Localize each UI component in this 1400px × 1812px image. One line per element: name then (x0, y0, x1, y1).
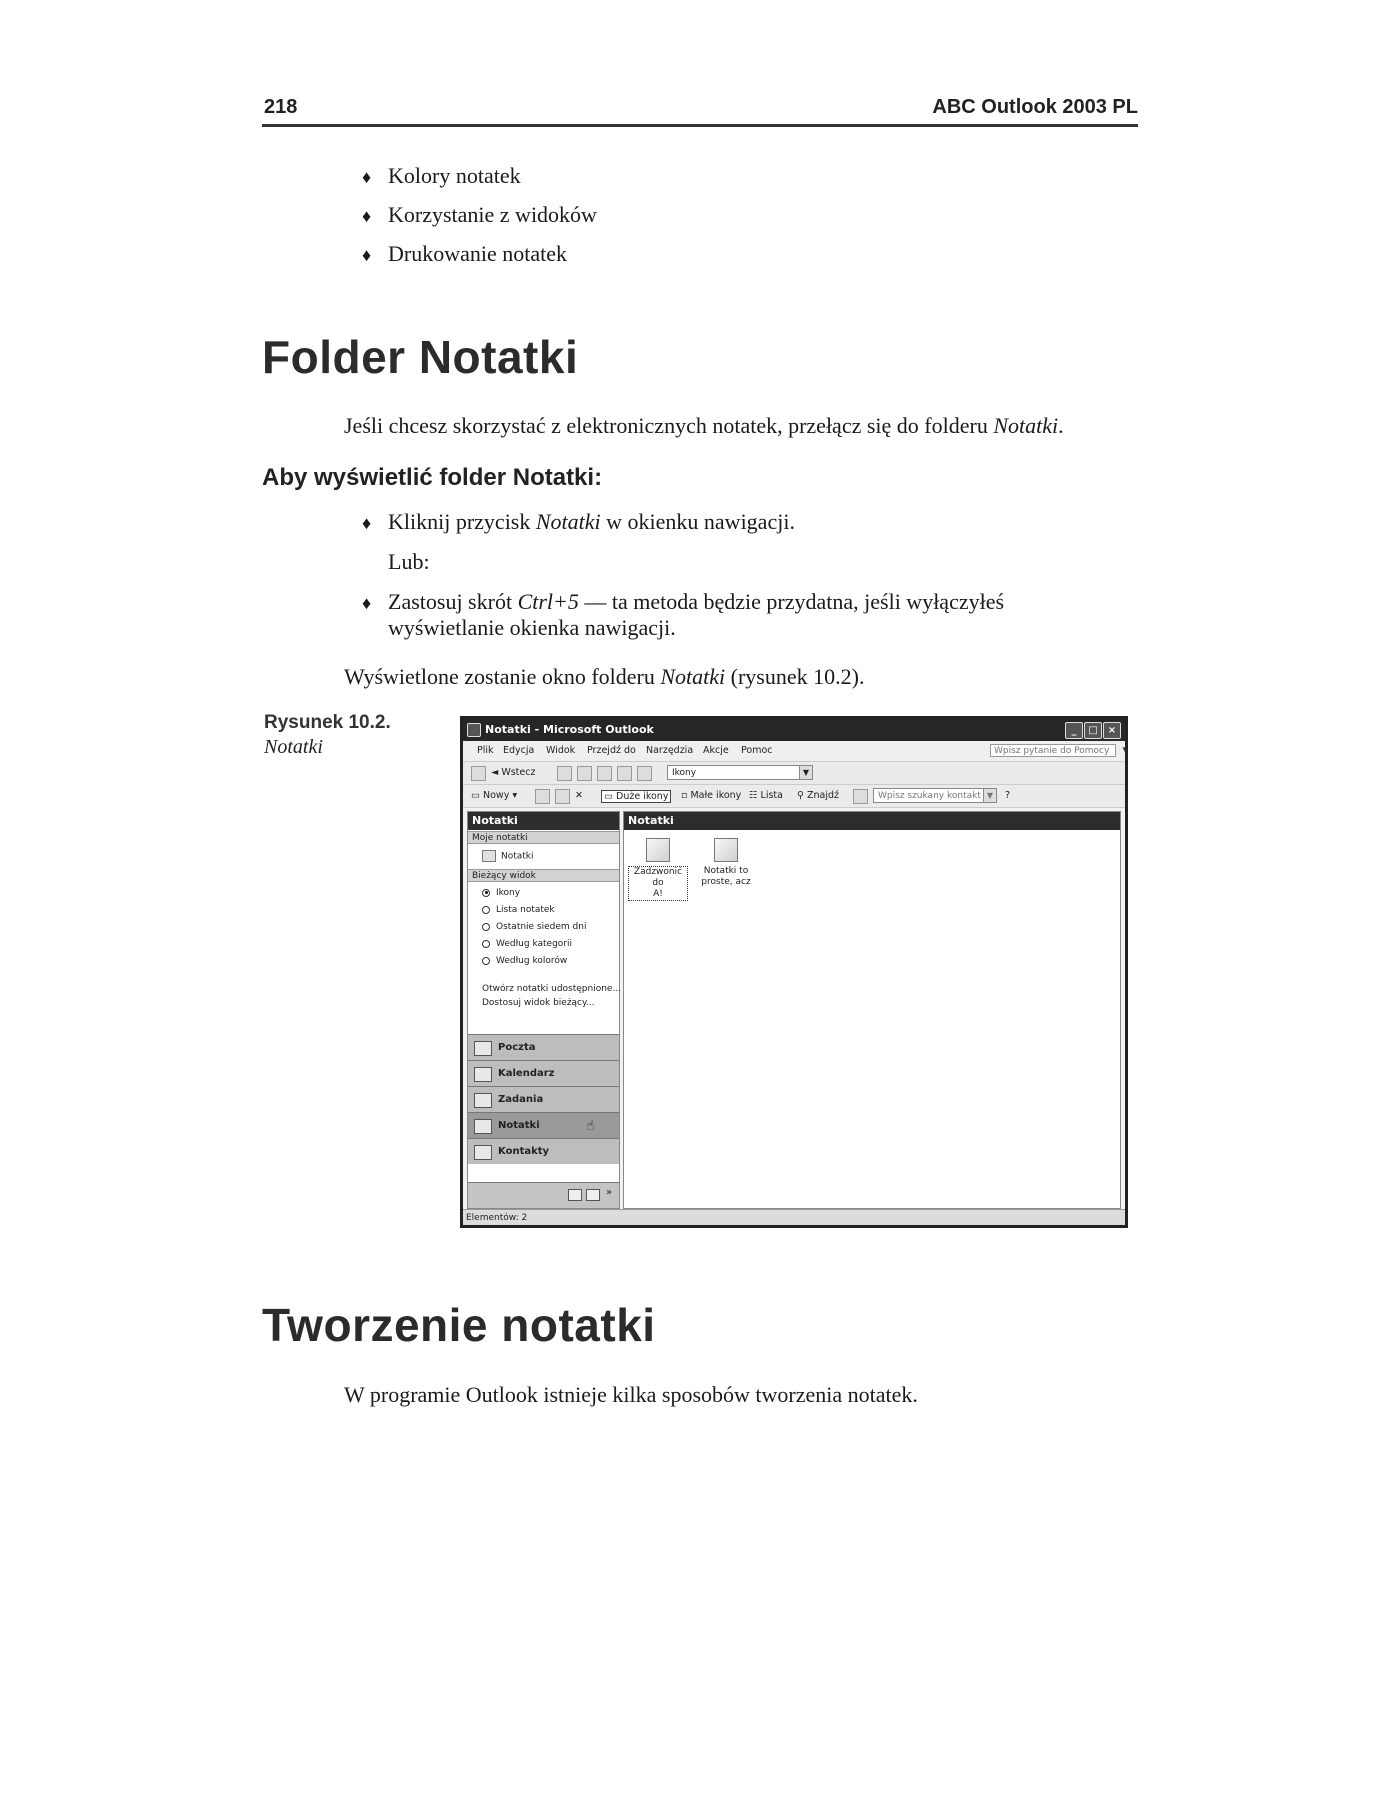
find-button[interactable]: ⚲ Znajdź (797, 790, 839, 801)
diamond-bullet-icon: ♦ (362, 206, 372, 226)
nav-button-zadania[interactable]: Zadania (468, 1086, 619, 1112)
shortcuts-icon[interactable] (586, 1189, 600, 1201)
menu-edycja[interactable]: Edycja (503, 745, 535, 756)
radio-icon (482, 940, 490, 948)
section-heading-folder-notatki: Folder Notatki (262, 331, 579, 383)
notes-content-pane (623, 811, 1121, 1209)
undo-icon[interactable] (637, 766, 652, 781)
tasks-icon (474, 1093, 492, 1108)
view-radio-ostatnie-siedem-dni[interactable]: Ostatnie siedem dni (482, 922, 586, 932)
menu-bar (463, 741, 1125, 762)
step-bullet-2-continuation: wyświetlanie okienka nawigacji. (388, 615, 676, 640)
note-icon (646, 838, 670, 862)
delete-icon[interactable]: ✕ (575, 790, 583, 801)
diamond-bullet-icon: ♦ (362, 245, 372, 265)
section1-intro: Jeśli chcesz skorzystać z elektronicznych notatek, przełącz się do folderu Notatki. (344, 413, 1064, 438)
radio-icon (482, 957, 490, 965)
note-folder-icon (482, 850, 496, 862)
view-radio-lista-notatek[interactable]: Lista notatek (482, 905, 555, 915)
small-icons-button[interactable]: ▫ Małe ikony (681, 790, 742, 801)
status-bar: Elementów: 2 (463, 1209, 1125, 1225)
move-icon[interactable] (555, 789, 570, 804)
menu-pomoc[interactable]: Pomoc (741, 745, 773, 756)
outlook-app-icon (467, 723, 481, 737)
up-folder-icon[interactable] (577, 766, 592, 781)
view-radio-ikony[interactable]: Ikony (482, 888, 520, 898)
section2-body: W programie Outlook istnieje kilka sposobów tworzenia notatek. (344, 1382, 918, 1407)
list-button[interactable]: ☷ Lista (749, 790, 783, 801)
note-item[interactable]: Notatki to proste, acz (696, 838, 756, 888)
diamond-bullet-icon: ♦ (362, 167, 372, 187)
chevron-down-icon: ▼ (799, 766, 812, 779)
note-item[interactable]: Zadzwonić do A! (628, 838, 688, 901)
content-header: Notatki (624, 812, 1120, 830)
menu-widok[interactable]: Widok (546, 745, 576, 756)
hand-cursor-icon: ☝ (586, 1118, 595, 1134)
print-icon[interactable] (535, 789, 550, 804)
subheading-display-folder: Aby wyświetlić folder Notatki: (262, 464, 603, 491)
open-shared-notes-link[interactable]: Otwórz notatki udostępnione... (482, 984, 622, 994)
radio-selected-icon (482, 889, 490, 897)
figure-caption: Notatki (264, 736, 323, 758)
intro-bullet-2: ♦ Korzystanie z widoków (362, 202, 597, 227)
chevron-down-icon: ▼ (983, 789, 996, 802)
calendar-icon (474, 1067, 492, 1082)
close-icon[interactable]: × (1103, 722, 1121, 739)
new-button[interactable]: ▭ Nowy ▾ (471, 790, 518, 801)
window-title: Notatki - Microsoft Outlook (485, 723, 654, 736)
forward-icon[interactable] (557, 766, 572, 781)
my-notes-folder-item[interactable]: Notatki (482, 850, 534, 862)
nav-pane-bottom-bar (468, 1182, 619, 1208)
maximize-icon[interactable]: □ (1084, 722, 1102, 739)
step-bullet-1: ♦ Kliknij przycisk Notatki w okienku nawigacji. (362, 509, 795, 534)
section-heading-tworzenie-notatki: Tworzenie notatki (262, 1299, 656, 1351)
header-rule (262, 124, 1138, 127)
configure-buttons-icon[interactable]: » (606, 1187, 613, 1198)
outlook-window (460, 716, 1128, 1228)
menu-plik[interactable]: Plik (477, 745, 494, 756)
address-book-icon[interactable] (853, 789, 868, 804)
standard-toolbar (463, 762, 1125, 785)
folder-list-icon[interactable] (597, 766, 612, 781)
notes-toolbar (463, 785, 1125, 808)
running-header-title: ABC Outlook 2003 PL (932, 96, 1138, 118)
nav-button-poczta[interactable]: Poczta (468, 1034, 619, 1060)
help-icon[interactable]: ? (1005, 790, 1011, 801)
step-bullet-2: ♦ Zastosuj skrót Ctrl+5 — ta metoda będzie przydatna, jeśli wyłączyłeś (362, 589, 1005, 614)
folder-list-icon[interactable] (568, 1189, 582, 1201)
large-icons-button[interactable]: ▭ Duże ikony (601, 790, 671, 803)
notes-icon (474, 1119, 492, 1134)
intro-bullet-1: ♦ Kolory notatek (362, 163, 521, 188)
figure-reference-text: Wyświetlone zostanie okno folderu Notatki (rysunek 10.2). (344, 664, 865, 689)
nav-button-notatki[interactable]: Notatki ☝ (468, 1112, 619, 1138)
radio-icon (482, 906, 490, 914)
page-number: 218 (264, 96, 298, 118)
help-question-input[interactable]: Wpisz pytanie do Pomocy ▾ (990, 744, 1116, 757)
intro-bullet-3: ♦ Drukowanie notatek (362, 241, 567, 266)
current-view-section[interactable]: Bieżący widok (468, 869, 619, 882)
contacts-icon (474, 1145, 492, 1160)
view-radio-wedlug-kategorii[interactable]: Według kategorii (482, 939, 572, 949)
view-radio-wedlug-kolorow[interactable]: Według kolorów (482, 956, 567, 966)
minimize-icon[interactable]: _ (1065, 722, 1083, 739)
or-text: Lub: (388, 549, 430, 574)
nav-pane-header: Notatki (468, 812, 619, 830)
nav-button-kalendarz[interactable]: Kalendarz (468, 1060, 619, 1086)
window-titlebar (463, 719, 1125, 741)
current-view-select[interactable]: Ikony ▼ (667, 765, 813, 780)
contact-search-input[interactable]: Wpisz szukany kontakt ▼ (873, 788, 997, 803)
diamond-bullet-icon: ♦ (362, 513, 372, 533)
customize-view-link[interactable]: Dostosuj widok bieżący... (482, 998, 595, 1008)
note-icon (714, 838, 738, 862)
menu-przejdz-do[interactable]: Przejdź do (587, 745, 636, 756)
send-receive-icon[interactable] (471, 766, 486, 781)
print-icon[interactable] (617, 766, 632, 781)
navigation-pane (467, 811, 620, 1209)
back-button[interactable]: ◄ Wstecz (491, 767, 536, 778)
mail-icon (474, 1041, 492, 1056)
my-notes-section[interactable]: Moje notatki (468, 831, 619, 844)
radio-icon (482, 923, 490, 931)
diamond-bullet-icon: ♦ (362, 593, 372, 613)
menu-akcje[interactable]: Akcje (703, 745, 729, 756)
figure-label: Rysunek 10.2. (264, 712, 391, 733)
menu-narzedzia[interactable]: Narzędzia (646, 745, 694, 756)
nav-button-kontakty[interactable]: Kontakty (468, 1138, 619, 1164)
